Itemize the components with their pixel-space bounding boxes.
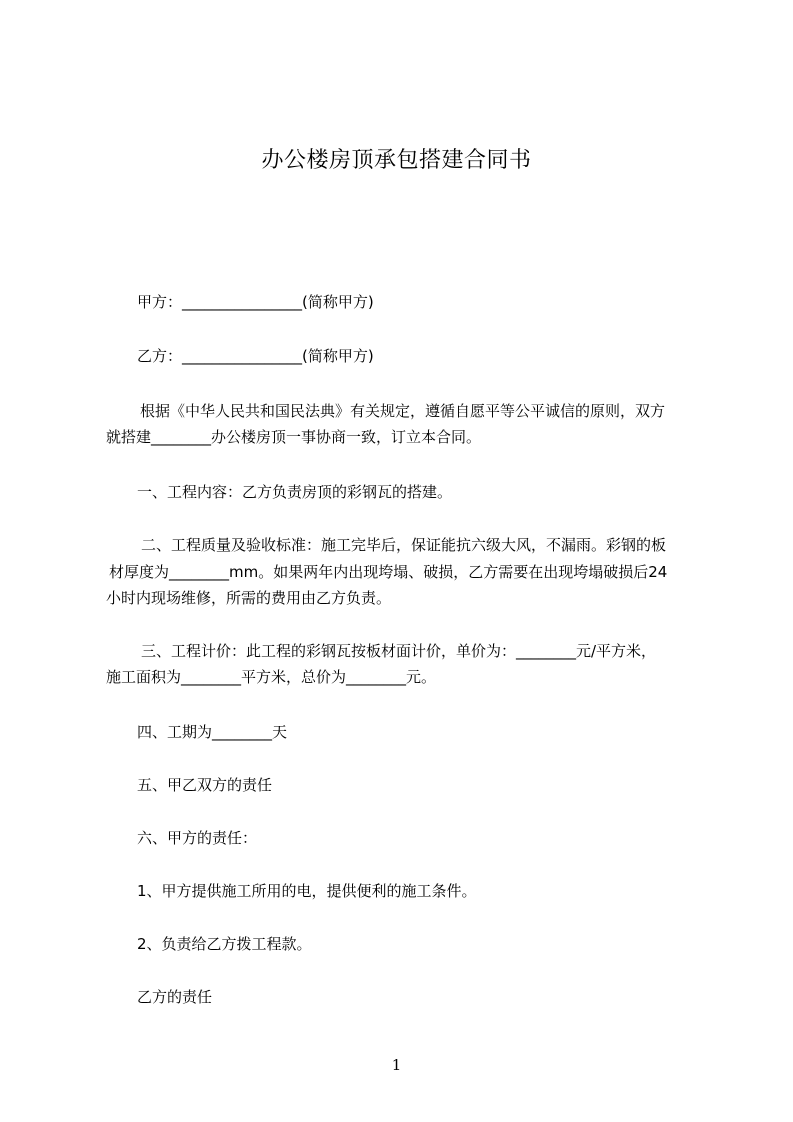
preamble-line-1: 根据《中华人民共和国民法典》有关规定，遵循自愿平等公平诚信的原则，双方 xyxy=(140,402,666,420)
party-a-line: 甲方：________________(简称甲方) xyxy=(137,293,374,311)
clause-2-line-3: 小时内现场维修，所需的费用由乙方负责。 xyxy=(106,589,392,607)
clause-5: 五、甲乙双方的责任 xyxy=(137,776,273,794)
clause-6: 六、甲方的责任： xyxy=(137,829,258,847)
page-number: 1 xyxy=(391,1056,402,1074)
clause-3-line-1: 三、工程计价：此工程的彩钢瓦按板材面计价，单价为：________元/平方米， xyxy=(141,642,657,660)
clause-6-item-2: 2、负责给乙方拨工程款。 xyxy=(137,935,312,953)
contract-title: 办公楼房顶承包搭建合同书 xyxy=(261,148,532,173)
party-b-line: 乙方：________________(简称甲方) xyxy=(137,347,374,365)
clause-2-line-1: 二、工程质量及验收标准：施工完毕后，保证能抗六级大风，不漏雨。彩钢的板 xyxy=(141,536,667,554)
clause-6-item-1: 1、甲方提供施工所用的电，提供便利的施工条件。 xyxy=(137,882,477,900)
preamble-line-2: 就搭建________办公楼房顶一事协商一致，订立本合同。 xyxy=(106,428,482,446)
clause-2-line-2: 材厚度为________mm。如果两年内出现垮塌、破损，乙方需要在出现垮塌破损后24 xyxy=(109,563,668,581)
clause-4: 四、工期为________天 xyxy=(137,723,288,741)
party-b-duties-heading: 乙方的责任 xyxy=(137,988,213,1006)
clause-1: 一、工程内容：乙方负责房顶的彩钢瓦的搭建。 xyxy=(137,483,453,501)
clause-3-line-2: 施工面积为________平方米，总价为________元。 xyxy=(106,668,437,686)
